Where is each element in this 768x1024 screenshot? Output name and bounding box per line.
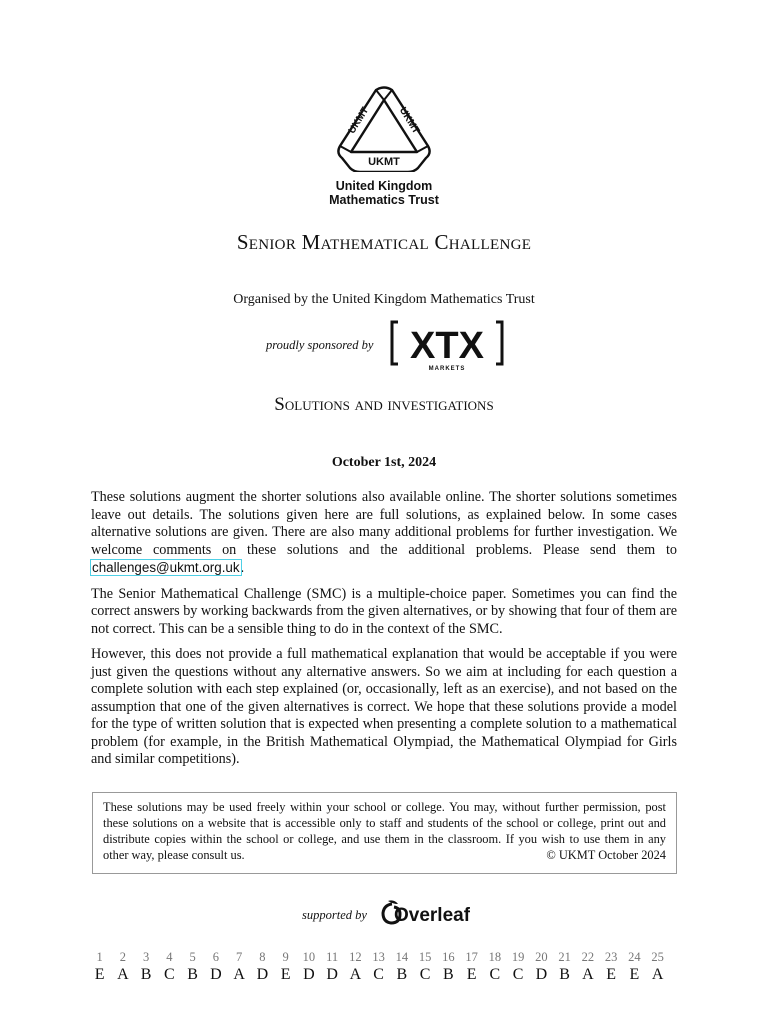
answer-number: 17	[465, 950, 478, 964]
organised-by: Organised by the United Kingdom Mathematics Trust	[233, 292, 535, 307]
answer-letters	[88, 966, 669, 984]
answer-letter: D	[326, 966, 338, 983]
ukmt-logo	[334, 86, 434, 172]
answer-letter: E	[629, 966, 640, 983]
logo-text-bottom: UKMT	[368, 156, 400, 168]
answer-number: 19	[511, 950, 525, 964]
answer-letter: E	[280, 966, 291, 983]
svg-text:Overleaf: Overleaf	[394, 905, 470, 926]
answer-number: 20	[535, 950, 548, 964]
logo-text-right: UKMT	[396, 105, 422, 136]
answer-letter: E	[466, 966, 477, 983]
answer-number: 7	[236, 950, 243, 964]
answer-number: 25	[651, 950, 664, 964]
answer-number: 8	[259, 950, 266, 964]
answer-number: 15	[418, 950, 432, 964]
answer-number: 5	[189, 950, 196, 964]
answer-number: 13	[372, 950, 385, 964]
answer-number: 3	[143, 950, 150, 964]
answer-number: 6	[212, 950, 219, 964]
answer-number: 4	[166, 950, 173, 964]
paragraph-1-text: These solutions augment the shorter solutions also available online. The shorter solutions sometimes leave out details. The solutions given here are full solutions, as explained below. In some cases alternative solutions are given. There are also many additional problems for further investigation. We welcome comments on these solutions and the additional problems. Please send them to	[91, 489, 677, 558]
answer-letter: C	[164, 966, 175, 983]
answer-letter: D	[535, 966, 548, 983]
overleaf-logo	[380, 898, 470, 926]
answer-letter: D	[210, 966, 222, 983]
answer-number: 1	[96, 950, 103, 964]
supported-label: supported by	[302, 908, 367, 922]
answer-letter: A	[233, 966, 245, 983]
email-link[interactable]: challenges@ukmt.org.uk	[92, 560, 240, 575]
answer-number: 11	[326, 950, 339, 964]
answer-letter: C	[373, 966, 384, 983]
answer-letter: B	[559, 966, 570, 983]
answer-number: 23	[604, 950, 618, 964]
date: October 1st, 2024	[331, 455, 437, 470]
paragraph-2: The Senior Mathematical Challenge (SMC) is a multiple-choice paper. Sometimes you can find the correct answers by working backwards from the given alternatives, or by showing that four of them are not correct. This can be a sensible thing to do in the context of the SMC.	[91, 585, 677, 637]
logo-text-left: UKMT	[346, 105, 372, 136]
answer-letter: D	[256, 966, 269, 983]
answer-numbers	[88, 950, 669, 965]
org-name-line2: Mathematics Trust	[329, 193, 439, 207]
svg-text:MARKETS: MARKETS	[428, 366, 466, 372]
xtx-markets-logo	[390, 318, 504, 372]
answer-letter: A	[582, 966, 594, 983]
answer-letter: B	[187, 966, 198, 983]
subtitle: Solutions and investigations	[274, 394, 494, 415]
answer-letter: C	[419, 966, 431, 983]
answer-number: 21	[558, 950, 571, 964]
copyright: © UKMT October 2024	[546, 848, 666, 862]
answer-number: 14	[395, 950, 409, 964]
answer-number: 2	[119, 950, 126, 964]
paragraph-3: However, this does not provide a full mathematical explanation that would be acceptable if you were just given the questions without any alternative answers. So we aim at including for each question a complete solution with each step explained (or, occasionally, left as an exercise), and not based on the assumption that one of the given alternatives is correct. We hope that these solutions provide a model for the type of written solution that is expected when presenting a complete solution to a mathematical problem (for example, in the British Mathematical Olympiad, the Mathematical Olympiad for Girls and similar competitions).	[91, 646, 677, 767]
answer-letter: A	[651, 966, 664, 983]
answer-letter: D	[303, 966, 315, 983]
body-text	[91, 489, 677, 777]
answer-number: 22	[581, 950, 595, 964]
paragraph-1: These solutions augment the shorter solutions also available online. The shorter solutions sometimes leave out details. The solutions given here are full solutions, as explained below. In some cases alternative solutions are given. There are also many additional problems for further investigation. We welcome comments on these solutions and the additional problems. Please send them to challenges@ukmt.org.uk.	[91, 489, 677, 576]
sponsor-label: proudly sponsored by	[266, 338, 374, 352]
svg-text:XTX: XTX	[410, 325, 484, 367]
page-title: Senior Mathematical Challenge	[236, 230, 532, 254]
answer-letter: C	[489, 966, 501, 983]
usage-notice	[92, 792, 677, 874]
answer-letter: A	[117, 966, 129, 983]
answer-letter: B	[443, 966, 454, 983]
answer-letter: A	[349, 966, 362, 983]
answer-letter: E	[606, 966, 617, 983]
answer-number: 10	[302, 950, 316, 964]
answer-letter: B	[396, 966, 408, 983]
answer-letter: B	[140, 966, 152, 983]
answer-number: 18	[488, 950, 502, 964]
answer-letter: E	[94, 966, 105, 983]
answer-letter: C	[512, 966, 524, 983]
answer-number: 9	[282, 950, 289, 964]
org-name-line1: United Kingdom	[335, 179, 433, 193]
notice-text: These solutions may be used freely within your school or college. You may, without further permission, post these solutions on a website that is accessible only to staff and students of the school or college, print out and distribute copies within the school or college, and use them in the classroom. If you wish to use them in any other way, please consult us.	[103, 800, 666, 862]
answer-number: 12	[349, 950, 362, 964]
answer-number: 16	[442, 950, 455, 964]
answer-number: 24	[628, 950, 641, 964]
